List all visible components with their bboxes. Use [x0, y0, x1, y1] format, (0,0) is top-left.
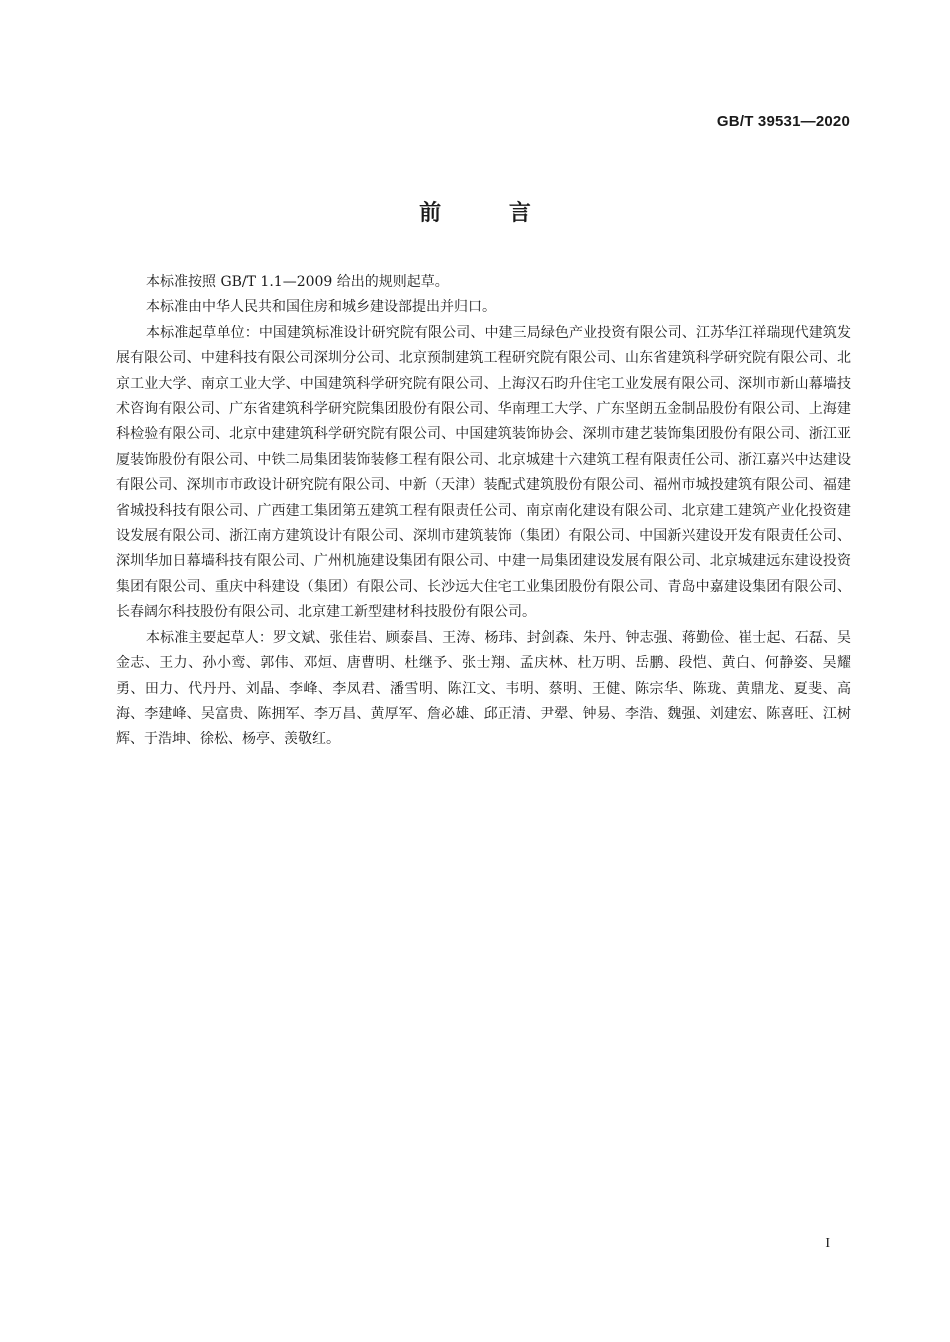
paragraph-proposer: 本标准由中华人民共和国住房和城乡建设部提出并归口。 — [146, 299, 496, 316]
document-body — [116, 270, 851, 753]
page-title: 前 言 — [419, 201, 561, 226]
paragraph-drafting-rules: 本标准按照 GB/T 1.1—2009 给出的规则起草。 — [146, 274, 449, 290]
paragraph-drafters: 本标准主要起草人：罗文斌、张佳岩、顾泰昌、王涛、杨玮、封剑森、朱丹、钟志强、蒋勤俭、崔士起、石磊、吴金志、王力、孙小鸾、郭伟、邓烜、唐曹明、杜继予、张士翔、孟庆林、杜万明、岳鹏、段恺、黄白、何静姿、吴耀勇、田力、代丹丹、刘晶、李峰、李凤君、潘雪明、陈江文、韦明、蔡明、王健、陈宗华、陈珑、黄鼎龙、夏斐、高海、李建峰、吴富贵、陈拥军、李万昌、黄厚军、詹必雄、邱正清、尹翚、钟易、李浩、魏强、刘建宏、陈喜旺、江树辉、于浩坤、徐松、杨亭、羡敬红。 — [116, 629, 851, 748]
page-number: I — [825, 1236, 830, 1251]
standard-code: GB/T 39531—2020 — [716, 113, 850, 130]
paragraph-drafting-units: 本标准起草单位：中国建筑标准设计研究院有限公司、中建三局绿色产业投资有限公司、江苏华江祥瑞现代建筑发展有限公司、中建科技有限公司深圳分公司、北京预制建筑工程研究院有限公司、山东省建筑科学研究院有限公司、北京工业大学、南京工业大学、中国建筑科学研究院有限公司、上海汉石昀升住宅工业发展有限公司、深圳市新山幕墙技术咨询有限公司、广东省建筑科学研究院集团股份有限公司、华南理工大学、广东坚朗五金制品股份有限公司、上海建科检验有限公司、北京中建建筑科学研究院有限公司、中国建筑装饰协会、深圳市建艺装饰集团股份有限公司、浙江亚厦装饰股份有限公司、中铁二局集团装饰装修工程有限公司、北京城建十六建筑工程有限责任公司、浙江嘉兴中达建设有限公司、深圳市市政设计研究院有限公司、中新（天津）装配式建筑股份有限公司、福州市城投建筑有限公司、福建省城投科技有限公司、广西建工集团第五建筑工程有限责任公司、南京南化建设有限公司、北京建工建筑产业化投资建设发展有限公司、浙江南方建筑设计有限公司、深圳市建筑装饰（集团）有限公司、中国新兴建设开发有限责任公司、深圳华加日幕墙科技有限公司、广州机施建设集团有限公司、中建一局集团建设发展有限公司、北京城建远东建设投资集团有限公司、重庆中科建设（集团）有限公司、长沙远大住宅工业集团股份有限公司、青岛中嘉建设集团有限公司、长春阔尔科技股份有限公司、北京建工新型建材科技股份有限公司。 — [116, 324, 851, 621]
